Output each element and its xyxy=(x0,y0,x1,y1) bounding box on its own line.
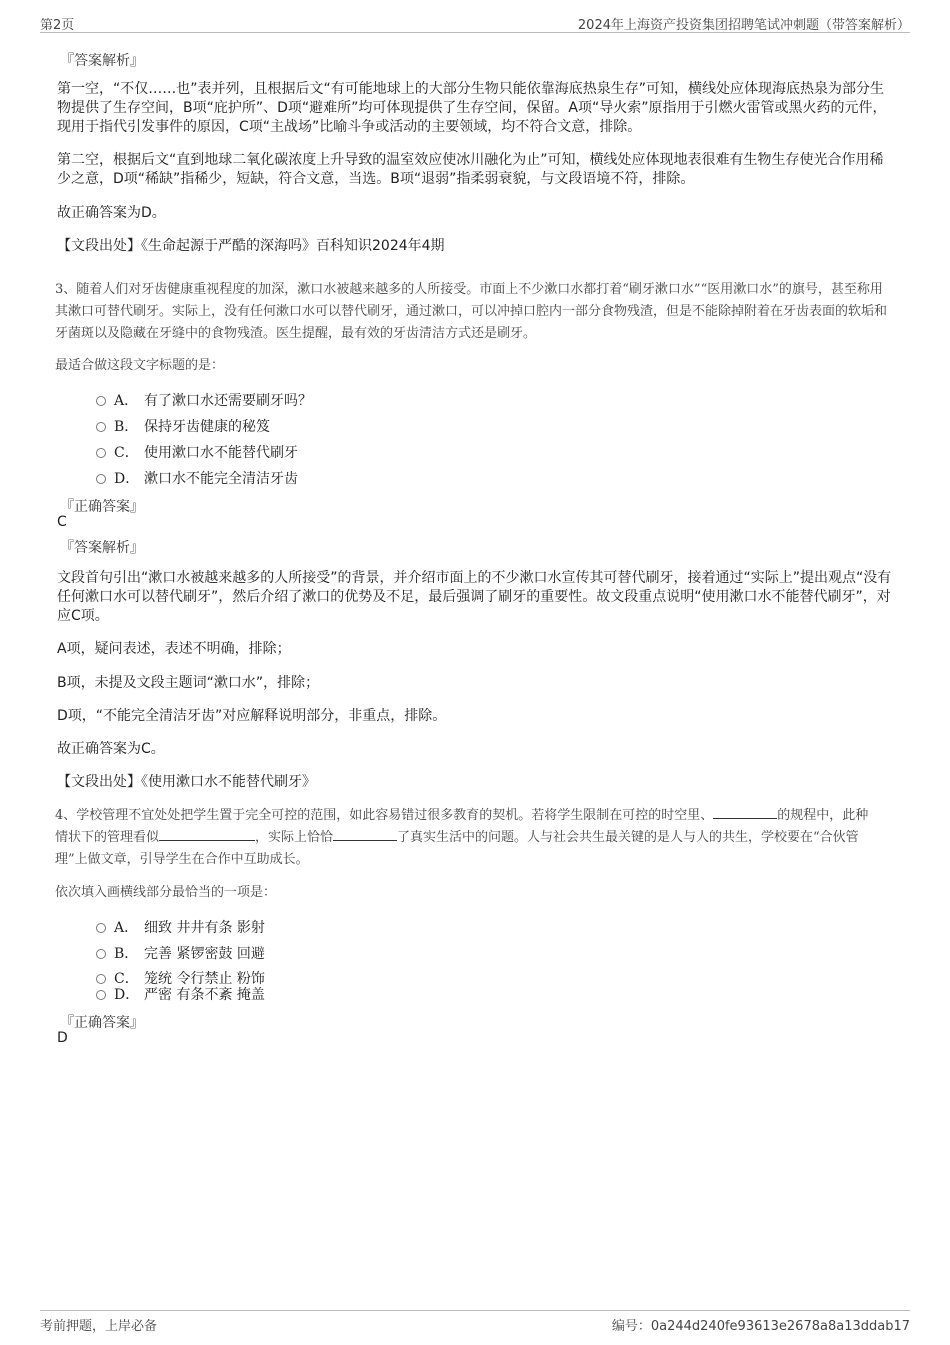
option-text: 漱口水不能完全清洁牙齿 xyxy=(144,471,298,487)
option-text: 完善 紧锣密鼓 回避 xyxy=(144,946,265,962)
option-a[interactable]: A． 有了漱口水还需要刷牙吗？ xyxy=(96,390,312,410)
question-3-analysis: 文段首句引出“漱口水被越来越多的人所接受”的背景，并介绍市面上的不少漱口水宣传其可替代刷牙，接着通过“实际上”提出观点“没有任何漱口水可以替代刷牙”，然后介绍了漱口的优势及不足，最后强调了刷牙的重要性。故文段重点说明“使用漱口水不能替代刷牙”，对应C项。 xyxy=(57,570,892,624)
analysis-paragraph-1: 第一空，“不仅……也”表并列，且根据后文“有可能地球上的大部分生物只能依靠海底热泉生存”可知，横线处应体现海底热泉为部分生物提供了生存空间，B项“庇护所”、D项“避难所”均可体现提供了生存空间，保留。A项“导火索”原指用于引燃火雷管或黑火药的元件，现用于指代引发事件的原因，C项“主战场”比喻斗争或活动的主要领域，均不符合文意，排除。 xyxy=(57,81,887,135)
radio-icon[interactable] xyxy=(96,949,106,959)
option-text: 保持牙齿健康的秘笈 xyxy=(144,419,270,435)
document-title: 2024年上海资产投资集团招聘笔试冲刺题（带答案解析） xyxy=(577,18,910,33)
radio-icon[interactable] xyxy=(96,474,106,484)
radio-icon[interactable] xyxy=(96,448,106,458)
source-citation: 【文段出处】《使用漱口水不能替代刷牙》 xyxy=(57,774,316,790)
radio-icon[interactable] xyxy=(96,974,106,984)
correct-answer-label: 『正确答案』 xyxy=(60,499,144,515)
radio-icon[interactable] xyxy=(96,990,106,1000)
option-a[interactable]: A． 细致 井井有条 影射 xyxy=(96,917,265,937)
option-d[interactable]: D． 严密 有条不紊 掩盖 xyxy=(96,984,265,1004)
radio-icon[interactable] xyxy=(96,396,106,406)
question-3-prompt: 最适合做这段文字标题的是： xyxy=(55,358,225,373)
correct-answer: C xyxy=(57,514,67,530)
option-c[interactable]: C． 使用漱口水不能替代刷牙 xyxy=(96,442,298,462)
correct-answer-label: 『正确答案』 xyxy=(60,1015,144,1031)
option-text: 笼统 令行禁止 粉饰 xyxy=(144,971,265,987)
option-text: 严密 有条不紊 掩盖 xyxy=(144,987,265,1003)
analysis-label: 『答案解析』 xyxy=(60,53,144,69)
option-text: 使用漱口水不能替代刷牙 xyxy=(144,445,298,461)
option-c[interactable]: C． 笼统 令行禁止 粉饰 xyxy=(96,968,265,988)
correct-answer: D xyxy=(57,1030,68,1046)
analysis-conclusion: 故正确答案为D。 xyxy=(57,205,166,221)
option-d-note: D项，“不能完全清洁牙齿”对应解释说明部分，非重点，排除。 xyxy=(57,708,447,724)
source-citation: 【文段出处】《生命起源于严酷的深海吗》百科知识2024年4期 xyxy=(57,238,445,254)
analysis-paragraph-2: 第二空，根据后文“直到地球二氧化碳浓度上升导致的温室效应使冰川融化为止”可知，横线处应体现地表很难有生物生存使光合作用稀少之意，D项“稀缺”指稀少，短缺，符合文意，当选。B项“退弱”指柔弱衰貌，与文段语境不符，排除。 xyxy=(57,152,884,187)
option-a-note: A项，疑问表述，表述不明确，排除； xyxy=(57,641,291,657)
footer-slogan: 考前押题，上岸必备 xyxy=(40,1319,158,1334)
fill-blank-1[interactable] xyxy=(713,806,777,819)
analysis-conclusion: 故正确答案为C。 xyxy=(57,741,165,757)
option-d[interactable]: D． 漱口水不能完全清洁牙齿 xyxy=(96,468,298,488)
option-text: 细致 井井有条 影射 xyxy=(144,920,265,936)
document-id: 编号：0a244d240fe93613e2678a8a13ddab17 xyxy=(611,1319,910,1334)
fill-blank-3[interactable] xyxy=(333,828,397,841)
page-number: 第2页 xyxy=(40,18,75,33)
radio-icon[interactable] xyxy=(96,923,106,933)
page-footer xyxy=(40,1310,910,1335)
option-b-note: B项，未提及文段主题词“漱口水”，排除； xyxy=(57,675,320,691)
question-4-prompt: 依次填入画横线部分最恰当的一项是： xyxy=(55,885,277,900)
radio-icon[interactable] xyxy=(96,422,106,432)
question-3-text: 3、随着人们对牙齿健康重视程度的加深，漱口水被越来越多的人所接受。市面上不少漱口水都打着“刷牙漱口水”“医用漱口水”的旗号，甚至称用其漱口可替代刷牙。实际上，没有任何漱口水可以替代刷牙，通过漱口，可以冲掉口腔内一部分食物残渣，但是不能除掉附着在牙齿表面的软垢和牙菌斑以及隐藏在牙缝中的食物残渣。医生提醒，最有效的牙齿清洁方式还是刷牙。 xyxy=(55,282,888,341)
question-4-text: 4、学校管理不宜处处把学生置于完全可控的范围，如此容易错过很多教育的契机。若将学生限制在可控的时空里、 的规程中，此种 情状下的管理看似 ，实际上恰恰 了真实生活中的问题。人与社会共生最关键的是人与人的共生，学校要在“合伙管 理”上做文章，引导学生在合作中互助成长。 xyxy=(55,808,869,867)
analysis-label: 『答案解析』 xyxy=(60,540,144,556)
option-b[interactable]: B． 保持牙齿健康的秘笈 xyxy=(96,416,270,436)
option-text: 有了漱口水还需要刷牙吗？ xyxy=(144,393,312,409)
option-b[interactable]: B． 完善 紧锣密鼓 回避 xyxy=(96,943,265,963)
fill-blank-2[interactable] xyxy=(159,828,255,841)
page-header xyxy=(40,12,910,33)
